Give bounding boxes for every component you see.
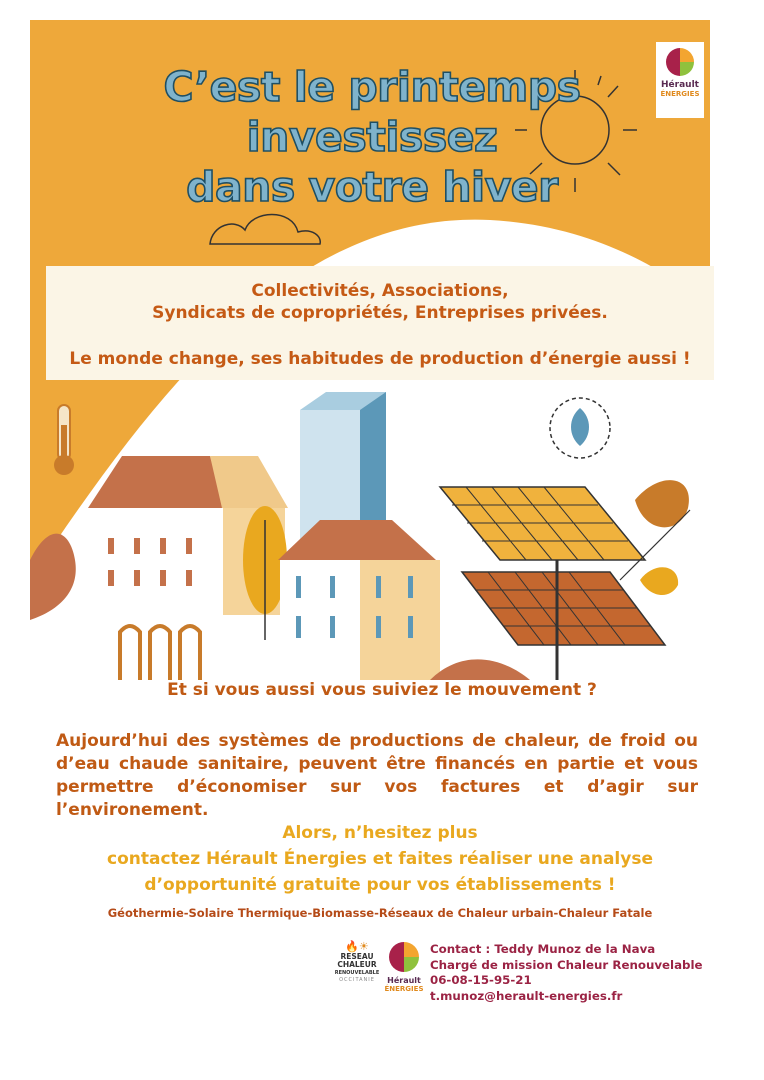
banner-line-2: Syndicats de copropriétés, Entreprises privées. — [152, 303, 608, 323]
footer-herault-logo — [384, 942, 424, 1006]
herault-energies-logo — [656, 42, 704, 118]
banner-line-3: Le monde change, ses habitudes de production d’énergie aussi ! — [69, 349, 691, 369]
title-line-2: investissez — [246, 113, 498, 161]
reseau-line-1: RESEAU — [340, 952, 374, 961]
contact-phone: 06-08-15-95-21 — [430, 973, 532, 987]
footer-logo-text-1: Hérault — [387, 976, 421, 985]
reseau-line-3: RENOUVELABLE — [334, 970, 380, 976]
contact-name: Contact : Teddy Munoz de la Nava — [430, 942, 656, 956]
logo-text-2: ÉNERGIES — [660, 90, 700, 98]
reseau-line-2: CHALEUR — [337, 960, 377, 969]
thermometer-icon — [54, 405, 74, 475]
footer-logo-mark-icon — [389, 942, 419, 972]
body-paragraph: Aujourd’hui des systèmes de productions de chaleur, de froid ou d’eau chaude sanitaire, peuvent être financés en partie et vous permettre d’économiser sur vos factures et d’agir sur l’environement. — [56, 731, 698, 820]
reseau-line-4: OCCITANIE — [339, 977, 375, 983]
audience-banner — [46, 266, 714, 380]
question-heading: Et si vous aussi vous suiviez le mouvement ? — [167, 680, 597, 700]
cta-line-1: Alors, n’hesitez plus — [282, 823, 478, 843]
contact-role: Chargé de mission Chaleur Renouvelable — [430, 957, 703, 972]
title-line-1: C’est le printemps — [163, 63, 581, 111]
footer-logo-text-2: ÉNERGIES — [384, 985, 424, 993]
contact-block — [430, 942, 710, 1004]
cta-line-2: contactez Hérault Énergies et faites réaliser une analyse — [107, 849, 653, 869]
call-to-action — [40, 820, 720, 898]
logo-text-1: Hérault — [661, 80, 699, 90]
center-house — [278, 520, 440, 680]
technologies-list: Géothermie-Solaire Thermique-Biomasse-Réseaux de Chaleur urbain-Chaleur Fatale — [107, 906, 653, 920]
leaf-bubble-icon — [550, 398, 610, 458]
reseau-chaleur-logo — [334, 940, 380, 1004]
flame-sun-icon: 🔥☀ — [345, 940, 369, 953]
title-line-3: dans votre hiver — [186, 163, 558, 211]
cloud-icon — [210, 215, 320, 245]
cta-line-3: d’opportunité gratuite pour vos établissements ! — [144, 875, 616, 895]
banner-line-1: Collectivités, Associations, — [251, 281, 509, 301]
logo-mark-icon — [666, 48, 694, 76]
contact-email[interactable]: t.munoz@herault-energies.fr — [430, 988, 623, 1003]
poster-title — [112, 62, 632, 212]
